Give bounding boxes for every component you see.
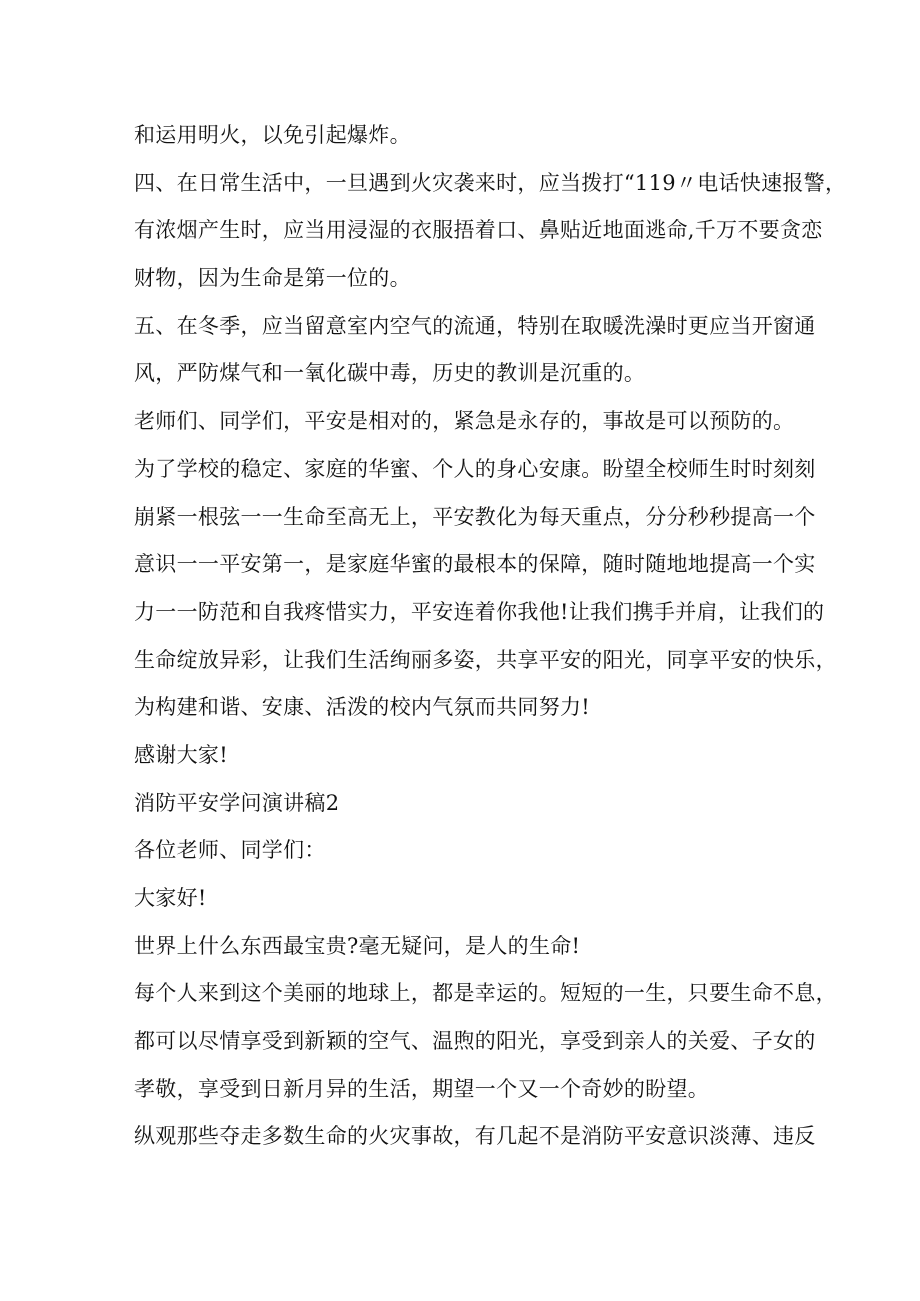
text-line: 纵观那些夺走多数生命的火灾事故，有几起不是消防平安意识淡薄、违反 — [134, 1124, 816, 1149]
text-line: 大家好! — [134, 886, 207, 910]
text-line: 有浓烟产生时，应当用浸湿的衣服捂着口、鼻贴近地面逃命,千万不要贪恋 — [134, 218, 823, 243]
text-line: 为构建和谐、安康、活泼的校内气氛而共同努力! — [134, 695, 591, 720]
text-line: 四、在日常生活中，一旦遇到火灾袭来时，应当拨打“119〃电话快速报警， — [134, 170, 847, 195]
text-line: 生命绽放异彩，让我们生活绚丽多姿，共享平安的阳光，同享平安的快乐， — [134, 647, 837, 672]
text-line: 和运用明火，以免引起爆炸。 — [134, 123, 411, 147]
document-body — [134, 112, 847, 1161]
text-line: 老师们、同学们，平安是相对的，紧急是永存的，事故是可以预防的。 — [134, 409, 795, 434]
text-line: 五、在冬季，应当留意室内空气的流通，特别在取暖洗澡时更应当开窗通 — [134, 313, 816, 338]
text-line: 感谢大家! — [134, 742, 228, 767]
text-line: 崩紧一根弦一一生命至高无上，平安教化为每天重点，分分秒秒提高一个 — [134, 504, 816, 529]
text-line: 每个人来到这个美丽的地球上，都是幸运的。短短的一生，只要生命不息， — [134, 981, 837, 1006]
text-line: 为了学校的稳定、家庭的华蜜、个人的身心安康。盼望全校师生时时刻刻 — [134, 456, 816, 481]
text-line: 财物，因为生命是第一位的。 — [134, 266, 411, 291]
text-line: 孝敬，享受到日新月异的生活，期望一个又一个奇妙的盼望。 — [134, 1076, 710, 1101]
text-line: 都可以尽情享受到新颖的空气、温煦的阳光，享受到亲人的关爱、子女的 — [134, 1029, 816, 1054]
text-line: 世界上什么东西最宝贵?毫无疑问，是人的生命! — [134, 933, 581, 958]
text-line: 意识一一平安第一，是家庭华蜜的最根本的保障，随时随地地提高一个实 — [134, 552, 816, 577]
text-line: 力一一防范和自我疼惜实力，平安连着你我他!让我们携手并肩，让我们的 — [134, 599, 825, 624]
text-line: 各位老师、同学们： — [134, 838, 326, 863]
text-line: 风，严防煤气和一氧化碳中毒，历史的教训是沉重的。 — [134, 361, 646, 386]
section-title: 消防平安学问演讲稿2 — [134, 790, 340, 815]
